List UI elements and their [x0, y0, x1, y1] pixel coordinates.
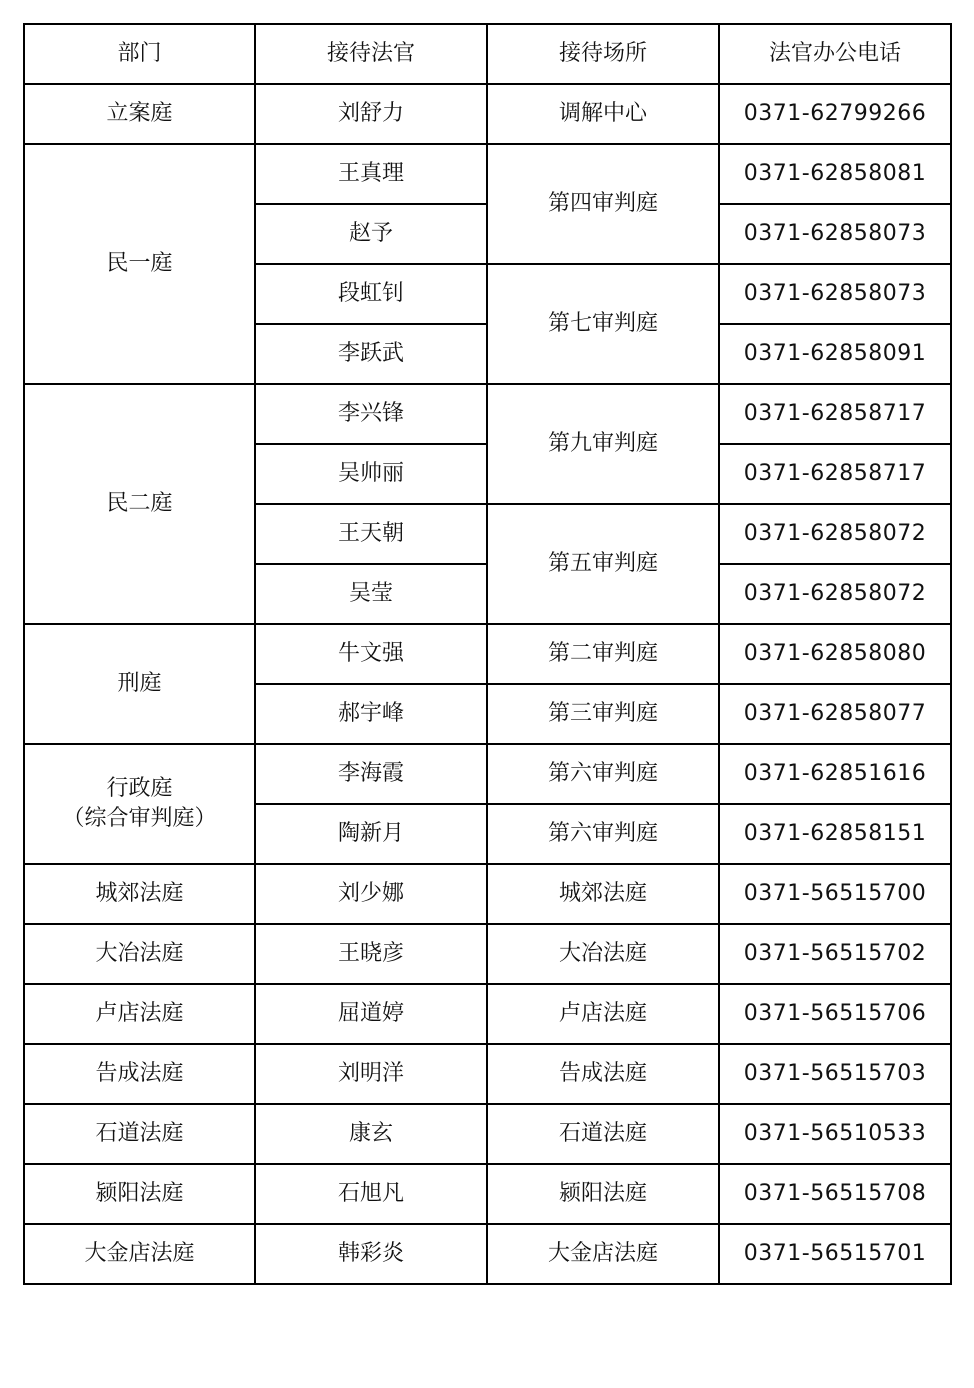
venue-name: 卢店法庭	[487, 984, 719, 1044]
venue-name: 大金店法庭	[487, 1224, 719, 1284]
header-department: 部门	[24, 24, 255, 84]
judge-reception-table	[23, 23, 952, 1285]
table-row	[24, 84, 951, 144]
header-row	[24, 24, 951, 84]
department-name: 告成法庭	[95, 1061, 184, 1087]
table-row	[24, 384, 951, 444]
office-phone: 0371-62799266	[719, 84, 951, 144]
table-row	[24, 744, 951, 804]
judge-name: 韩彩炎	[255, 1224, 487, 1284]
office-phone: 0371-56515703	[719, 1044, 951, 1104]
table-row	[24, 624, 951, 684]
office-phone: 0371-56515708	[719, 1164, 951, 1224]
department-cell	[24, 384, 255, 624]
department-name: 大金店法庭	[84, 1241, 195, 1267]
table-row	[24, 924, 951, 984]
judge-name: 屈道婷	[255, 984, 487, 1044]
judge-name: 刘舒力	[255, 84, 487, 144]
department-cell	[24, 144, 255, 384]
venue-name: 告成法庭	[487, 1044, 719, 1104]
venue-name: 第二审判庭	[487, 624, 719, 684]
department-cell	[24, 624, 255, 744]
department-name: 民一庭	[106, 251, 173, 277]
office-phone: 0371-62858072	[719, 564, 951, 624]
office-phone: 0371-56515702	[719, 924, 951, 984]
office-phone: 0371-62858717	[719, 384, 951, 444]
judge-name: 王真理	[255, 144, 487, 204]
department-name: 城郊法庭	[95, 881, 184, 907]
table-row	[24, 1224, 951, 1284]
department-cell	[24, 864, 255, 924]
office-phone: 0371-56515700	[719, 864, 951, 924]
office-phone: 0371-62858091	[719, 324, 951, 384]
header-venue: 接待场所	[487, 24, 719, 84]
department-name: 颍阳法庭	[95, 1181, 184, 1207]
venue-name: 第六审判庭	[487, 744, 719, 804]
judge-name: 赵予	[255, 204, 487, 264]
office-phone: 0371-62858717	[719, 444, 951, 504]
venue-name: 第三审判庭	[487, 684, 719, 744]
department-cell	[24, 1104, 255, 1164]
judge-name: 康玄	[255, 1104, 487, 1164]
header-judge: 接待法官	[255, 24, 487, 84]
office-phone: 0371-62858077	[719, 684, 951, 744]
office-phone: 0371-62858072	[719, 504, 951, 564]
venue-name: 大冶法庭	[487, 924, 719, 984]
table-row	[24, 984, 951, 1044]
department-name: 刑庭	[117, 671, 162, 697]
judge-name: 王晓彦	[255, 924, 487, 984]
department-name: 大冶法庭	[95, 941, 184, 967]
judge-name: 石旭凡	[255, 1164, 487, 1224]
office-phone: 0371-62858151	[719, 804, 951, 864]
office-phone: 0371-62858081	[719, 144, 951, 204]
office-phone: 0371-62858073	[719, 204, 951, 264]
table-row	[24, 1104, 951, 1164]
department-cell	[24, 1224, 255, 1284]
venue-name: 第五审判庭	[487, 504, 719, 624]
department-cell	[24, 924, 255, 984]
department-name: 行政庭	[106, 776, 173, 802]
venue-name: 第七审判庭	[487, 264, 719, 384]
judge-name: 郝宇峰	[255, 684, 487, 744]
table-row	[24, 144, 951, 204]
table-row	[24, 1044, 951, 1104]
reception-table-container	[23, 23, 952, 1285]
office-phone: 0371-56515701	[719, 1224, 951, 1284]
venue-name: 城郊法庭	[487, 864, 719, 924]
department-name: 立案庭	[106, 101, 173, 127]
judge-name: 牛文强	[255, 624, 487, 684]
header-phone: 法官办公电话	[719, 24, 951, 84]
judge-name: 刘明洋	[255, 1044, 487, 1104]
table-row	[24, 864, 951, 924]
department-name: 卢店法庭	[95, 1001, 184, 1027]
department-cell	[24, 84, 255, 144]
department-name: （综合审判庭）	[62, 806, 217, 831]
venue-name: 调解中心	[487, 84, 719, 144]
judge-name: 李海霞	[255, 744, 487, 804]
judge-name: 吴莹	[255, 564, 487, 624]
department-cell	[24, 1044, 255, 1104]
table-row	[24, 1164, 951, 1224]
judge-name: 刘少娜	[255, 864, 487, 924]
judge-name: 吴帅丽	[255, 444, 487, 504]
judge-name: 段虹钊	[255, 264, 487, 324]
department-cell	[24, 984, 255, 1044]
office-phone: 0371-56510533	[719, 1104, 951, 1164]
venue-name: 颍阳法庭	[487, 1164, 719, 1224]
judge-name: 陶新月	[255, 804, 487, 864]
office-phone: 0371-62851616	[719, 744, 951, 804]
judge-name: 王天朝	[255, 504, 487, 564]
office-phone: 0371-62858073	[719, 264, 951, 324]
office-phone: 0371-56515706	[719, 984, 951, 1044]
venue-name: 第四审判庭	[487, 144, 719, 264]
department-name: 石道法庭	[95, 1121, 184, 1147]
department-name: 民二庭	[106, 491, 173, 517]
venue-name: 第九审判庭	[487, 384, 719, 504]
department-cell	[24, 744, 255, 864]
judge-name: 李跃武	[255, 324, 487, 384]
table-body	[24, 84, 951, 1284]
venue-name: 第六审判庭	[487, 804, 719, 864]
venue-name: 石道法庭	[487, 1104, 719, 1164]
department-cell	[24, 1164, 255, 1224]
judge-name: 李兴锋	[255, 384, 487, 444]
office-phone: 0371-62858080	[719, 624, 951, 684]
